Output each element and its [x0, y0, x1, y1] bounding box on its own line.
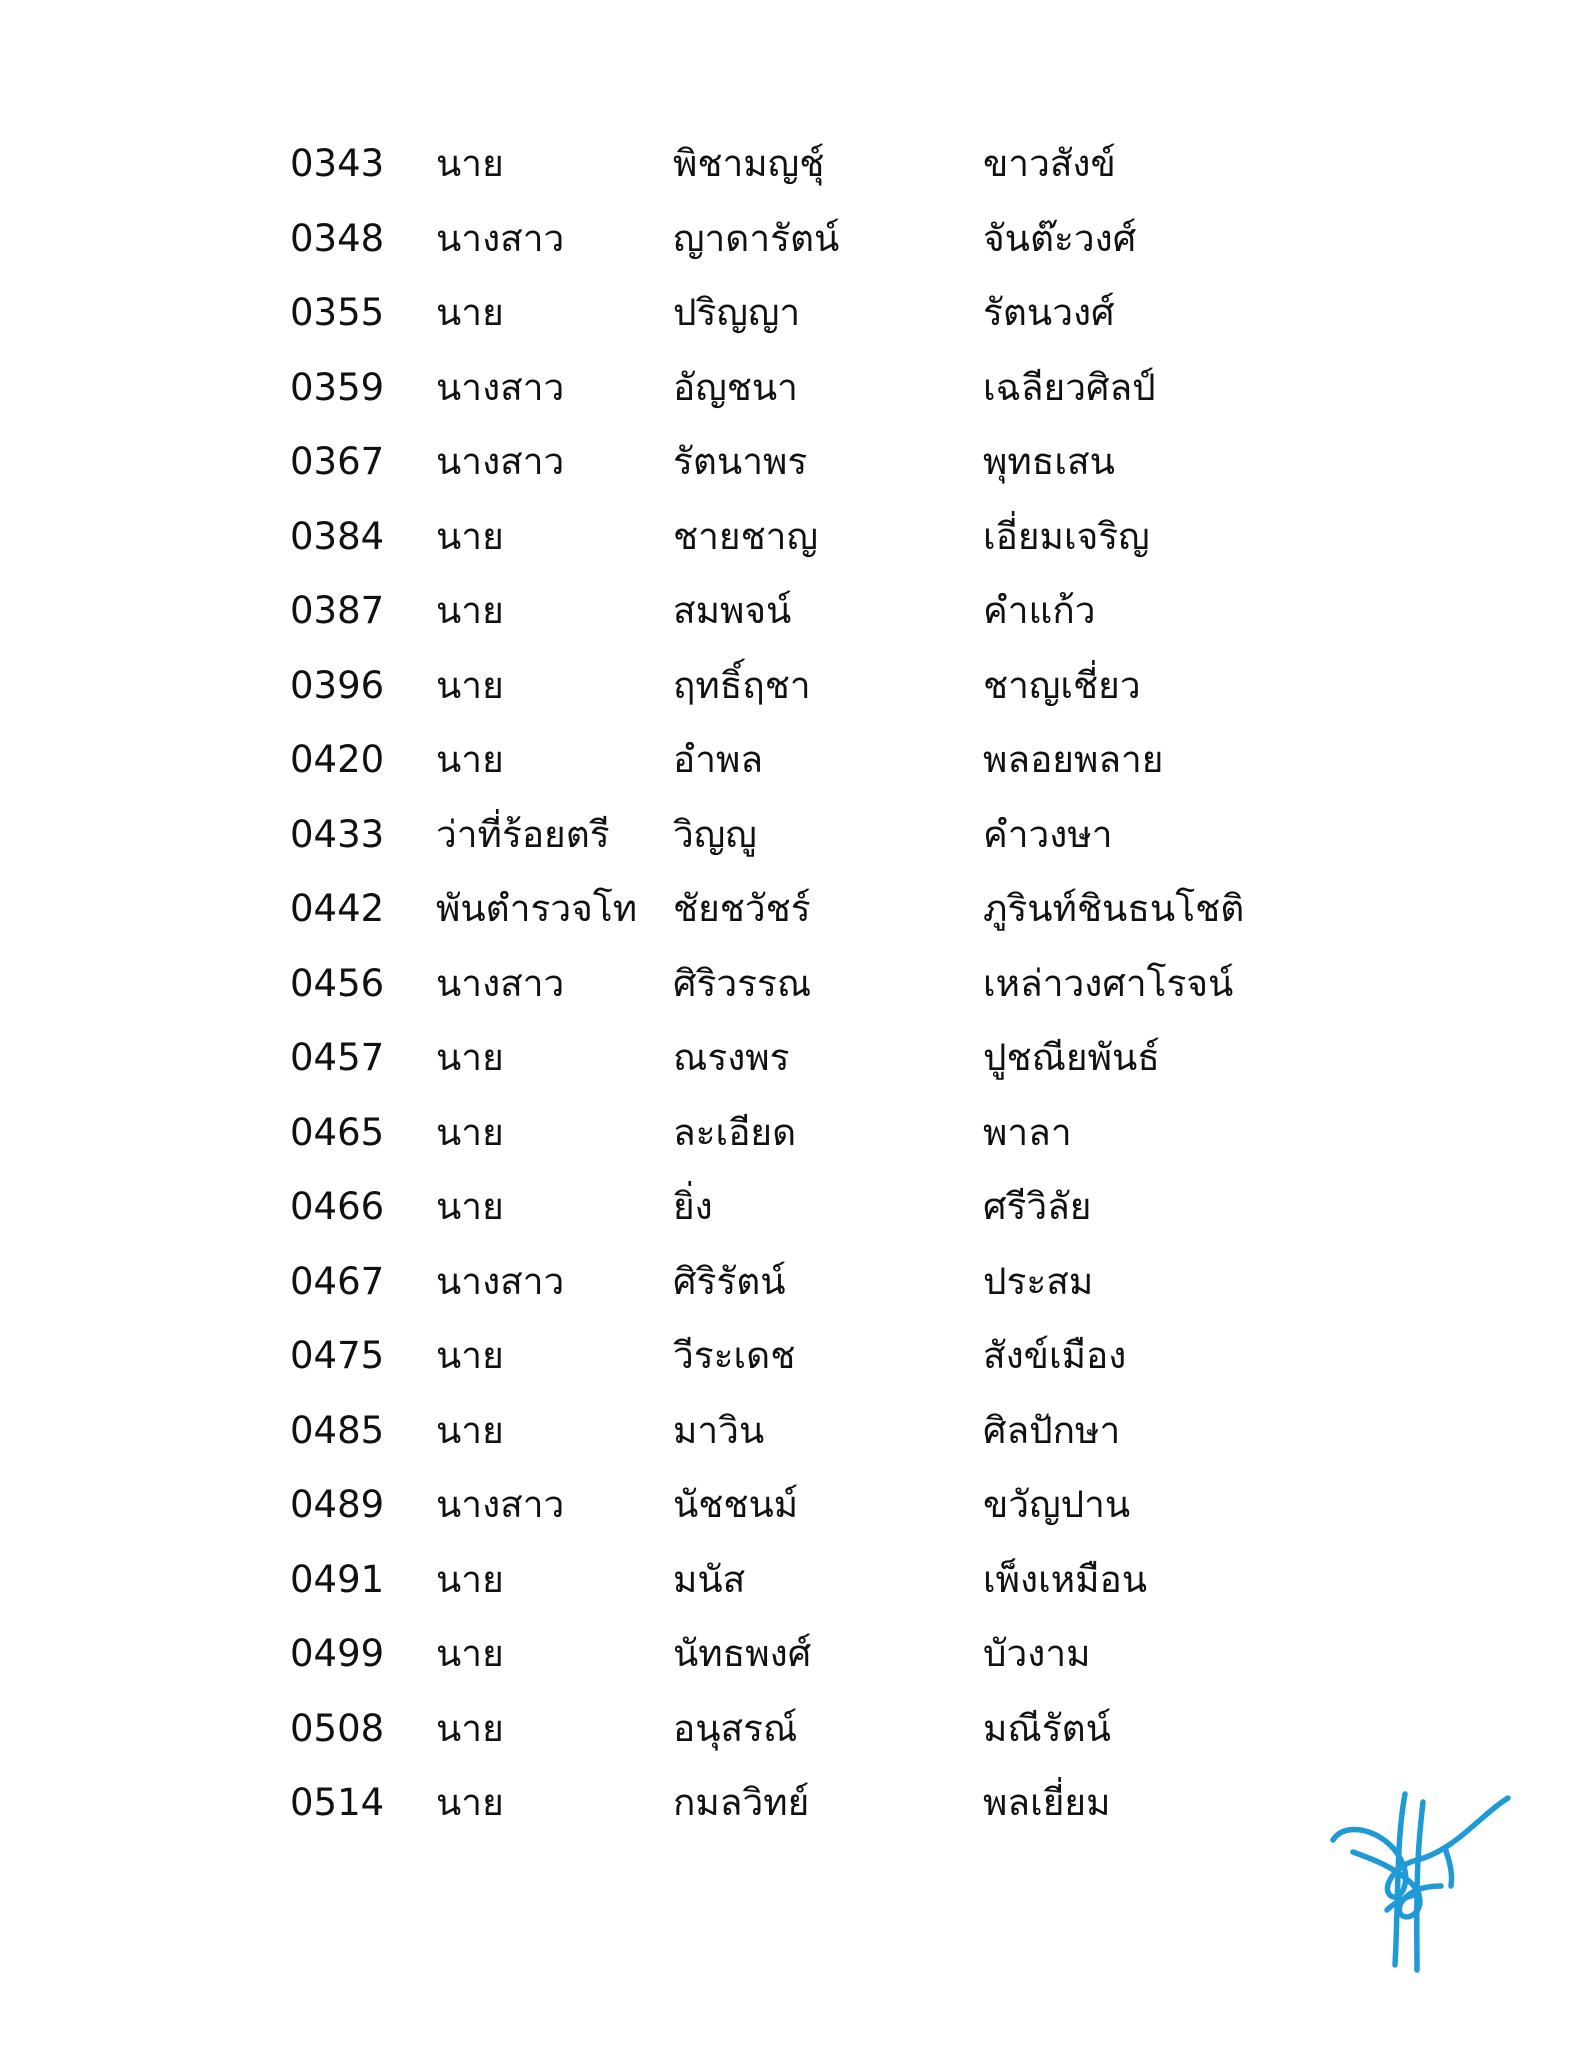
last-name: พาลา — [983, 1110, 1072, 1154]
record-id: 0475 — [290, 1334, 385, 1377]
first-name: ชัยชวัชร์ — [673, 887, 811, 930]
record-id: 0442 — [290, 887, 385, 930]
record-id: 0465 — [290, 1110, 385, 1154]
list-item — [290, 872, 1290, 947]
record-id: 0489 — [290, 1483, 385, 1526]
first-name: ละเอียด — [673, 1110, 797, 1154]
record-id: 0466 — [290, 1185, 385, 1228]
first-name: นัทธพงศ์ — [673, 1632, 812, 1675]
record-id: 0433 — [290, 812, 385, 856]
record-id: 0514 — [290, 1781, 385, 1824]
list-item — [290, 425, 1290, 500]
list-item — [290, 500, 1290, 575]
list-item — [290, 1394, 1290, 1469]
first-name: สมพจน์ — [673, 589, 792, 632]
first-name: ยิ่ง — [673, 1185, 713, 1228]
list-item — [290, 351, 1290, 426]
list-item — [290, 1543, 1290, 1618]
list-item — [290, 1468, 1290, 1543]
name-title: นาย — [436, 291, 504, 334]
list-item — [290, 1096, 1290, 1171]
first-name: ญาดารัตน์ — [673, 216, 840, 260]
record-id: 0384 — [290, 514, 385, 558]
list-item — [290, 1692, 1290, 1767]
last-name: บัวงาม — [983, 1632, 1091, 1675]
name-list — [290, 127, 1290, 1841]
first-name: ฤทธิ์ฤชา — [673, 663, 811, 707]
name-title: นาย — [436, 1036, 504, 1079]
last-name: คำแก้ว — [983, 589, 1096, 632]
first-name: ปริญญา — [673, 291, 801, 334]
first-name: ชายชาญ — [673, 514, 818, 558]
name-title: นางสาว — [436, 365, 565, 409]
last-name: พลอยพลาย — [983, 738, 1164, 781]
last-name: ขวัญปาน — [983, 1483, 1131, 1526]
last-name: จันต๊ะวงศ์ — [983, 216, 1137, 260]
list-item — [290, 723, 1290, 798]
list-item — [290, 1245, 1290, 1320]
last-name: ภูรินท์ชินธนโชติ — [983, 887, 1245, 930]
first-name: กมลวิทย์ — [673, 1781, 810, 1824]
list-item — [290, 798, 1290, 873]
record-id: 0467 — [290, 1259, 385, 1303]
first-name: อนุสรณ์ — [673, 1706, 798, 1750]
first-name: มนัส — [673, 1557, 746, 1601]
first-name: วีระเดช — [673, 1334, 796, 1377]
last-name: เพ็งเหมือน — [983, 1557, 1148, 1601]
list-item — [290, 276, 1290, 351]
first-name: อำพล — [673, 738, 764, 781]
name-title: นาย — [436, 663, 504, 707]
list-item — [290, 202, 1290, 277]
list-item — [290, 649, 1290, 724]
name-title: นางสาว — [436, 1483, 565, 1526]
record-id: 0355 — [290, 291, 385, 334]
last-name: คำวงษา — [983, 812, 1113, 856]
last-name: พลเยี่ยม — [983, 1781, 1111, 1824]
name-title: นาย — [436, 1110, 504, 1154]
record-id: 0456 — [290, 961, 385, 1005]
last-name: พุทธเสน — [983, 440, 1115, 483]
record-id: 0457 — [290, 1036, 385, 1079]
name-title: นาย — [436, 1408, 504, 1452]
first-name: พิชามญชุ์ — [673, 142, 825, 185]
first-name: รัตนาพร — [673, 440, 808, 483]
list-item — [290, 947, 1290, 1022]
last-name: ขาวสังข์ — [983, 142, 1116, 185]
last-name: ประสม — [983, 1259, 1094, 1303]
list-item — [290, 1319, 1290, 1394]
last-name: เฉลียวศิลป์ — [983, 365, 1156, 409]
record-id: 0343 — [290, 142, 385, 185]
list-item — [290, 574, 1290, 649]
name-title: นาย — [436, 1632, 504, 1675]
name-title: นางสาว — [436, 1259, 565, 1303]
list-item — [290, 1170, 1290, 1245]
last-name: ปูชณียพันธ์ — [983, 1036, 1160, 1079]
last-name: สังข์เมือง — [983, 1334, 1127, 1377]
first-name: ศิริรัตน์ — [673, 1259, 786, 1303]
last-name: มณีรัตน์ — [983, 1706, 1111, 1750]
name-title: นาย — [436, 142, 504, 185]
record-id: 0367 — [290, 440, 385, 483]
record-id: 0508 — [290, 1706, 385, 1750]
first-name: ณรงพร — [673, 1036, 790, 1079]
signature — [1325, 1790, 1515, 1975]
last-name: ชาญเชี่ยว — [983, 663, 1141, 707]
record-id: 0348 — [290, 216, 385, 260]
first-name: อัญชนา — [673, 365, 798, 409]
first-name: วิญญู — [673, 812, 757, 856]
record-id: 0499 — [290, 1632, 385, 1675]
name-title: นาย — [436, 589, 504, 632]
name-title: นาย — [436, 1334, 504, 1377]
last-name: รัตนวงศ์ — [983, 291, 1115, 334]
name-title: นางสาว — [436, 961, 565, 1005]
name-title: นาย — [436, 1706, 504, 1750]
name-title: นางสาว — [436, 216, 565, 260]
record-id: 0420 — [290, 738, 385, 781]
record-id: 0491 — [290, 1557, 385, 1601]
name-title: นาย — [436, 1557, 504, 1601]
first-name: ศิริวรรณ — [673, 961, 812, 1005]
first-name: นัชชนม์ — [673, 1483, 799, 1526]
list-item — [290, 1617, 1290, 1692]
last-name: ศรีวิลัย — [983, 1185, 1092, 1228]
list-item — [290, 1766, 1290, 1841]
name-title: นาย — [436, 514, 504, 558]
list-item — [290, 127, 1290, 202]
name-title: นาย — [436, 738, 504, 781]
name-title: ว่าที่ร้อยตรี — [436, 812, 610, 856]
record-id: 0396 — [290, 663, 385, 707]
list-item — [290, 1021, 1290, 1096]
name-title: นางสาว — [436, 440, 565, 483]
last-name: เหล่าวงศาโรจน์ — [983, 961, 1234, 1005]
record-id: 0485 — [290, 1408, 385, 1452]
name-title: นาย — [436, 1185, 504, 1228]
first-name: มาวิน — [673, 1408, 765, 1452]
name-title: นาย — [436, 1781, 504, 1824]
last-name: ศิลปักษา — [983, 1408, 1121, 1452]
record-id: 0359 — [290, 365, 385, 409]
name-title: พันตำรวจโท — [436, 887, 638, 930]
record-id: 0387 — [290, 589, 385, 632]
last-name: เอี่ยมเจริญ — [983, 514, 1150, 558]
